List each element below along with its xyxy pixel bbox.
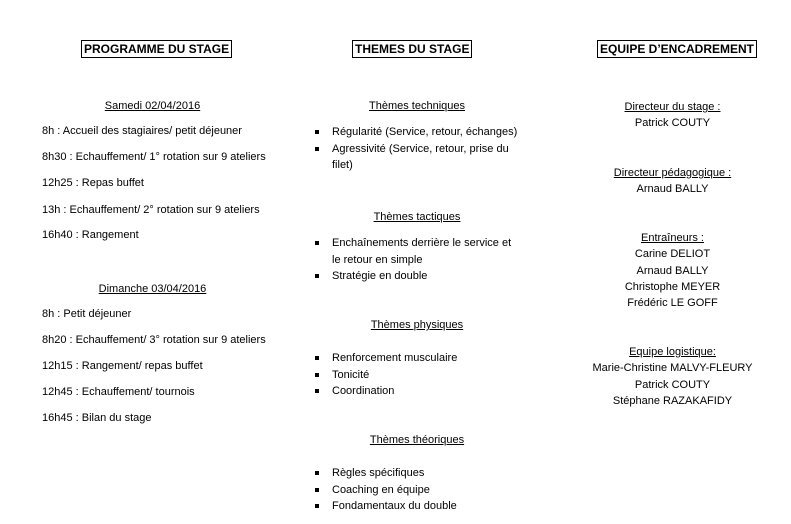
programme-title: PROGRAMME DU STAGE (81, 40, 232, 58)
section-heading-physiques: Thèmes physiques (370, 319, 464, 331)
themes-title: THEMES DU STAGE (352, 40, 472, 58)
day2-entry: 8h : Petit déjeuner (42, 308, 132, 320)
day2-entry: 12h45 : Echauffement/ tournois (42, 386, 195, 398)
group-heading: Equipe logistique: (629, 346, 716, 358)
day2-heading: Dimanche 03/04/2016 (98, 283, 207, 295)
day1-entry: 16h40 : Rangement (42, 229, 139, 241)
section-heading-theoriques: Thèmes théoriques (369, 434, 465, 446)
team-group (560, 230, 785, 311)
group-heading: Directeur du stage : (624, 101, 721, 113)
list-theoriques (312, 465, 522, 515)
list-item: Stratégie en double (312, 268, 522, 285)
list-item: Enchaînements derrière le service et le retour en simple (312, 235, 522, 268)
list-techniques (312, 124, 522, 174)
day1-entry: 8h30 : Echauffement/ 1° rotation sur 9 ateliers (42, 151, 266, 163)
day2-entry: 8h20 : Echauffement/ 3° rotation sur 9 ateliers (42, 334, 266, 346)
team-member: Christophe MEYER (624, 280, 721, 293)
list-item: Règles spécifiques (312, 465, 522, 482)
team-member: Patrick COUTY (634, 117, 711, 130)
section-heading-techniques: Thèmes techniques (369, 100, 465, 112)
list-tactiques (312, 235, 522, 285)
list-item: Coordination (312, 383, 522, 400)
day1-entry: 13h : Echauffement/ 2° rotation sur 9 ateliers (42, 204, 260, 216)
team-member: Arnaud BALLY (636, 264, 709, 277)
list-item: Agressivité (Service, retour, prise du filet) (312, 141, 522, 174)
day1-heading: Samedi 02/04/2016 (104, 100, 201, 112)
group-heading: Directeur pédagogique : (613, 167, 732, 179)
day1-entry: 12h25 : Repas buffet (42, 177, 144, 189)
team-member: Patrick COUTY (634, 378, 711, 391)
team-member: Marie-Christine MALVY-FLEURY (592, 362, 753, 375)
list-item: Renforcement musculaire (312, 350, 522, 367)
list-item: Fondamentaux du double (312, 498, 522, 515)
list-item: Coaching en équipe (312, 482, 522, 499)
list-physiques (312, 350, 522, 400)
section-heading-tactiques: Thèmes tactiques (373, 211, 461, 223)
day2-entry: 12h15 : Rangement/ repas buffet (42, 360, 203, 372)
team-group (560, 165, 785, 198)
list-item: Tonicité (312, 367, 522, 384)
list-item: Régularité (Service, retour, échanges) (312, 124, 522, 141)
team-member: Arnaud BALLY (636, 183, 709, 196)
day1-entry: 8h : Accueil des stagiaires/ petit déjeuner (42, 125, 242, 137)
team-group (560, 99, 785, 132)
team-member: Frédéric LE GOFF (627, 297, 718, 310)
team-title: EQUIPE D’ENCADREMENT (597, 40, 757, 58)
team-group (560, 344, 785, 409)
day2-entry: 16h45 : Bilan du stage (42, 412, 152, 424)
team-member: Carine DELIOT (634, 248, 711, 261)
group-heading: Entraîneurs : (641, 232, 704, 244)
team-member: Stéphane RAZAKAFIDY (612, 394, 733, 407)
